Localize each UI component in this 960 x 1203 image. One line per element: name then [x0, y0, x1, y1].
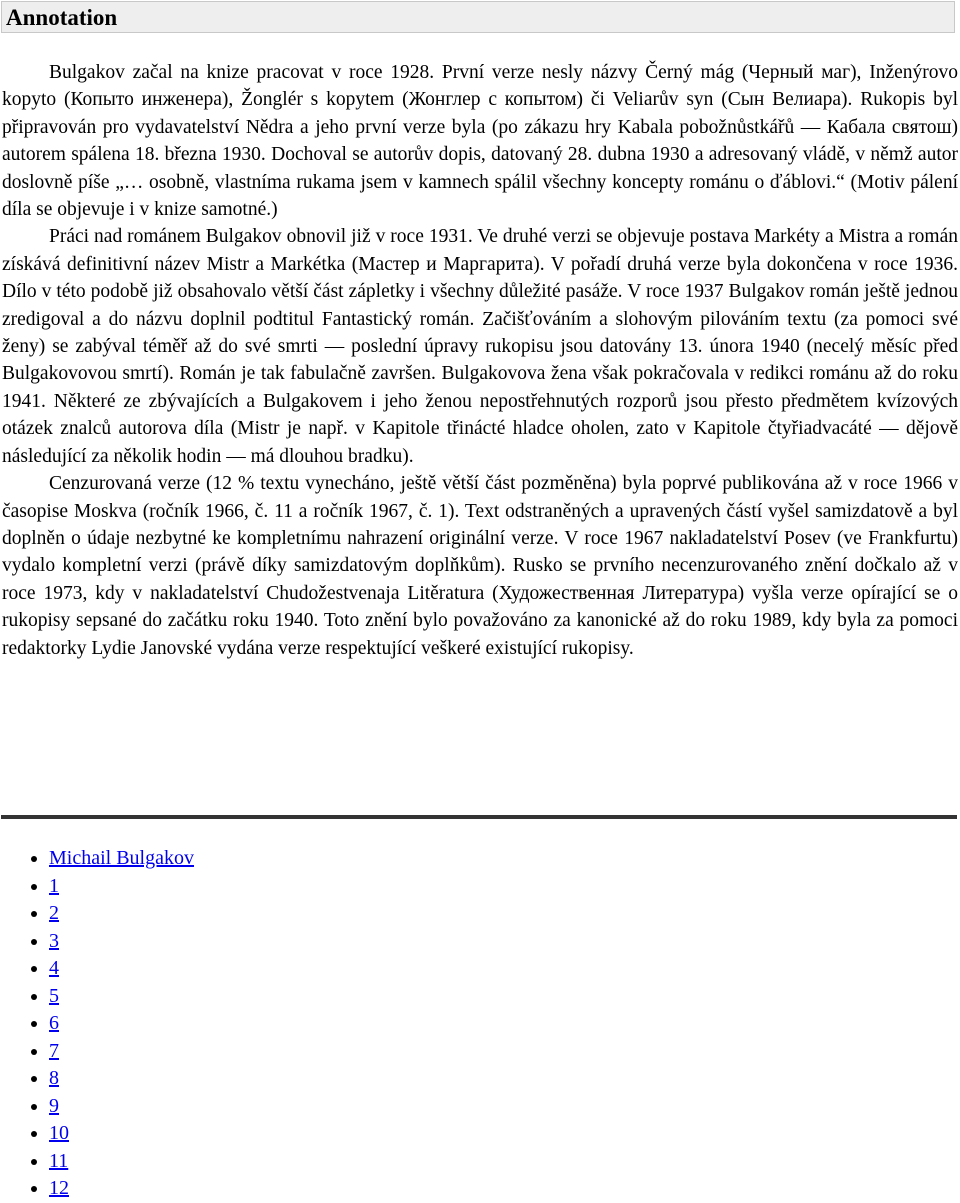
list-item: [49, 873, 194, 901]
list-item: [49, 1093, 194, 1121]
annotation-header: [1, 1, 955, 33]
link-chapter-5[interactable]: 5: [49, 984, 59, 1007]
link-michail-bulgakov[interactable]: Michail Bulgakov: [49, 847, 194, 869]
list-item: [49, 1038, 194, 1066]
list-item: [49, 1065, 194, 1093]
link-chapter-10[interactable]: 10: [49, 1122, 69, 1144]
list-item: [49, 1010, 194, 1038]
link-chapter-8[interactable]: 8: [49, 1067, 59, 1089]
list-item: [49, 1120, 194, 1148]
link-chapter-12[interactable]: 12: [49, 1177, 69, 1199]
annotation-body: [2, 59, 958, 662]
link-chapter-4[interactable]: 4: [49, 957, 59, 979]
link-chapter-1[interactable]: 1: [49, 874, 59, 897]
paragraph-3: Cenzurovaná verze (12 % textu vynecháno, ještě větší část pozměněna) byla poprvé publikována až v roce 1966 v časopise Moskva (ročník 1966, č. 11 a ročník 1967, č. 1). Text odstraněných a upravených částí vyšel samizdatově a byl doplněn o údaje nezbytné ke kompletnímu nahrazení originální verze. V roce 1967 nakladatelství Posev (ve Frankfurtu) vydalo kompletní verzi (právě díky samizdatovým doplňkům). Rusko se prvního necenzurovaného znění dočkalo až v roce 1973, kdy v nakladatelství Chudožestvenaja Litěratura (Художественная Литература) vyšla verze opírající se o rukopisy sepsané do začátku roku 1940. Toto znění bylo považováno za kanonické až do roku 1989, kdy byla za pomoci redaktorky Lydie Janovské vydána verze respektující veškeré existující rukopisy.: [2, 473, 958, 659]
link-chapter-7[interactable]: 7: [49, 1039, 59, 1062]
horizontal-rule: [1, 815, 957, 819]
list-item: [49, 928, 194, 956]
link-chapter-3[interactable]: 3: [49, 929, 59, 952]
list-item: [49, 845, 194, 873]
paragraph-1: Bulgakov začal na knize pracovat v roce 1928. První verze nesly názvy Černý mág (Черный маг), Inženýrovo kopyto (Копыто инженера), Žonglér s kopytem (Жонглер с копытом) či Veliarův syn (Сын Велиара). Rukopis byl připravován pro vydavatelství Nědra a jeho první verze byla (po zákazu hry Kabala pobožnůstkářů — Кабала святош) autorem spálena 18. března 1930. Dochoval se autorův dopis, datovaný 28. dubna 1930 a adresovaný vládě, v němž autor doslovně píše „… osobně, vlastníma rukama jsem v kamnech spálil všechny koncepty románu o ďáblovi.“ (Motiv pálení díla se objevuje i v knize samotné.): [2, 62, 958, 221]
link-chapter-9[interactable]: 9: [49, 1094, 59, 1117]
chapter-link-list: [0, 845, 194, 1203]
link-chapter-11[interactable]: 11: [49, 1149, 69, 1172]
list-item: [49, 900, 194, 928]
link-chapter-2[interactable]: 2: [49, 902, 59, 924]
page-title: Annotation: [6, 5, 118, 30]
link-chapter-6[interactable]: 6: [49, 1012, 59, 1034]
list-item: [49, 1175, 194, 1203]
paragraph-2: Práci nad románem Bulgakov obnovil již v roce 1931. Ve druhé verzi se objevuje postava Markéty a Mistra a román získává definitivní název Mistr a Markétka (Мастер и Маргарита). V pořadí druhá verze byla dokončena v roce 1936. Dílo v této podobě již obsahovalo větší část zápletky i všechny důležité pasáže. V roce 1937 Bulgakov román ještě jednou zredigoval a do názvu doplnil podtitul Fantastický román. Začišťováním a slohovým pilováním textu (za pomoci své ženy) se zabýval téměř až do své smrti — poslední úpravy rukopisu jsou datovány 13. února 1940 (necelý měsíc před Bulgakovovou smrtí). Román je tak fabulačně završen. Bulgakovova žena však pokračovala v redikci románu až do roku 1941. Některé ze zbývajících a Bulgakovem i jeho ženou nepostřehnutých rozporů jsou přesto předmětem kvízových otázek znalců autorova díla (Mistr je např. v Kapitole třinácté hladce oholen, zato v Kapitole čtyřiadvacáté — dějově následující za několik hodin — má dlouhou bradku).: [2, 226, 958, 467]
list-item: [49, 955, 194, 983]
list-item: [49, 983, 194, 1011]
list-item: [49, 1148, 194, 1176]
